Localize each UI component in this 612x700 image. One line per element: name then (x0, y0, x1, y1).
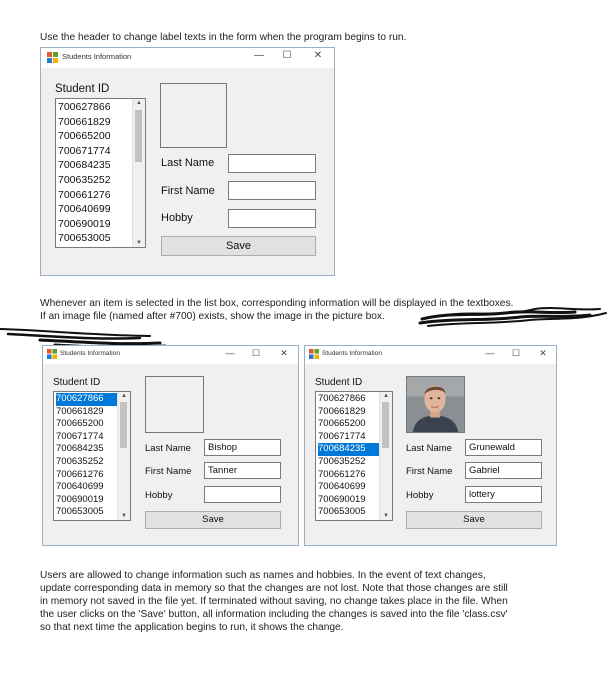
list-item[interactable]: 700690019 (58, 217, 111, 230)
last-name-label: Last Name (406, 443, 452, 454)
instruction-paragraph-3: Users are allowed to change information such as names and hobbies. In the event of text changes, update corresponding data in memory so that the changes are not lost. Note that those changes are still in memory not saved in the file yet. If terminated without saving, no change takes place in the file. When the user clicks on the 'Save' button, all information including the changes is saved into the file 'class.csv' so that next time the application begins to run, it shows the change. (40, 570, 508, 633)
instruction-paragraph-2: Whenever an item is selected in the list box, corresponding information will be displayed in the textboxes. If an image file (named after #700) exists, show the image in the picture box. (40, 298, 514, 322)
close-icon[interactable]: ✕ (280, 348, 288, 358)
list-item[interactable]: 700690019 (318, 493, 366, 505)
list-item[interactable]: 700653005 (318, 506, 366, 518)
list-item[interactable]: 700640699 (318, 481, 366, 493)
list-item[interactable]: 700684235 (56, 443, 104, 455)
scroll-down-icon[interactable]: ▼ (136, 240, 142, 246)
list-item[interactable]: 700665200 (56, 418, 104, 430)
listbox-scrollbar[interactable] (379, 392, 392, 520)
scroll-thumb[interactable] (382, 402, 389, 448)
list-item[interactable]: 700661276 (318, 468, 366, 480)
list-item[interactable]: 700640699 (56, 481, 104, 493)
first-name-label: First Name (406, 466, 453, 477)
scroll-up-icon[interactable]: ▲ (136, 100, 142, 106)
last-name-label: Last Name (161, 157, 215, 169)
list-item[interactable]: 700665200 (318, 418, 366, 430)
list-item[interactable]: 700661276 (56, 468, 104, 480)
list-item[interactable]: 700661276 (58, 188, 111, 201)
first-name-label: First Name (145, 466, 192, 477)
first-name-textbox[interactable]: Tanner (204, 462, 281, 479)
maximize-icon[interactable]: ☐ (251, 348, 261, 358)
list-item[interactable]: 700661829 (318, 405, 366, 417)
hobby-textbox[interactable]: lottery (465, 486, 542, 503)
student-picture-box (145, 376, 204, 433)
list-item[interactable]: 700665200 (58, 130, 111, 143)
maximize-icon[interactable]: ☐ (511, 348, 521, 358)
students-window-3 (304, 345, 557, 546)
list-item[interactable]: 700635252 (318, 456, 366, 467)
list-item[interactable]: 700635252 (56, 456, 104, 467)
list-item[interactable]: 700690019 (56, 493, 104, 505)
list-item[interactable]: 700627866 (58, 101, 111, 113)
student-id-listbox[interactable] (53, 391, 131, 521)
instruction-paragraph-1: Use the header to change label texts in the form when the program begins to run. (40, 32, 407, 43)
list-item[interactable]: 700661829 (56, 405, 104, 417)
close-icon[interactable]: ✕ (313, 50, 323, 61)
close-icon[interactable]: ✕ (539, 348, 547, 358)
last-name-textbox[interactable]: Grunewald (465, 439, 542, 456)
list-item[interactable]: 700671774 (58, 144, 111, 157)
list-item[interactable]: 700653005 (56, 506, 104, 518)
list-item[interactable]: 700671774 (56, 430, 104, 442)
hobby-label: Hobby (145, 490, 173, 501)
list-item[interactable]: 700653005 (58, 232, 111, 245)
student-id-label: Student ID (315, 377, 363, 388)
hobby-label: Hobby (406, 490, 434, 501)
scroll-down-icon[interactable]: ▼ (383, 513, 389, 519)
listbox-scrollbar[interactable] (117, 392, 130, 520)
app-icon (47, 349, 57, 359)
list-item[interactable]: 700671774 (318, 430, 366, 442)
students-window-2 (42, 345, 299, 546)
save-button[interactable]: Save (161, 236, 316, 256)
scroll-thumb[interactable] (120, 402, 127, 448)
save-button[interactable]: Save (406, 511, 542, 529)
scroll-up-icon[interactable]: ▲ (121, 393, 127, 399)
minimize-icon[interactable]: — (225, 348, 235, 358)
hobby-textbox[interactable] (204, 486, 281, 503)
maximize-icon[interactable]: ☐ (282, 50, 292, 61)
student-id-label: Student ID (55, 83, 110, 95)
last-name-label: Last Name (145, 443, 191, 454)
first-name-label: First Name (161, 185, 215, 197)
list-item[interactable]: 700661829 (58, 115, 111, 128)
app-icon (309, 349, 319, 359)
list-item[interactable]: 700635252 (58, 174, 111, 186)
first-name-textbox[interactable]: Gabriel (465, 462, 542, 479)
student-id-label: Student ID (53, 377, 101, 388)
window-title: Students Information (322, 350, 382, 357)
student-photo (406, 376, 465, 433)
minimize-icon[interactable]: — (254, 50, 264, 61)
list-item[interactable]: 700627866 (56, 393, 117, 406)
hobby-label: Hobby (161, 212, 193, 224)
last-name-textbox[interactable]: Bishop (204, 439, 281, 456)
save-button[interactable]: Save (145, 511, 281, 529)
window-title: Students Information (60, 350, 120, 357)
list-item[interactable]: 700627866 (318, 393, 366, 404)
window-title: Students Information (62, 52, 132, 61)
list-item[interactable]: 700684235 (58, 159, 111, 172)
minimize-icon[interactable]: — (485, 348, 495, 358)
title-bar (43, 346, 298, 364)
scroll-up-icon[interactable]: ▲ (383, 393, 389, 399)
scroll-down-icon[interactable]: ▼ (121, 513, 127, 519)
student-id-listbox[interactable] (315, 391, 393, 521)
list-item[interactable]: 700640699 (58, 203, 111, 216)
list-item[interactable]: 700684235 (318, 443, 379, 456)
title-bar (305, 346, 556, 364)
